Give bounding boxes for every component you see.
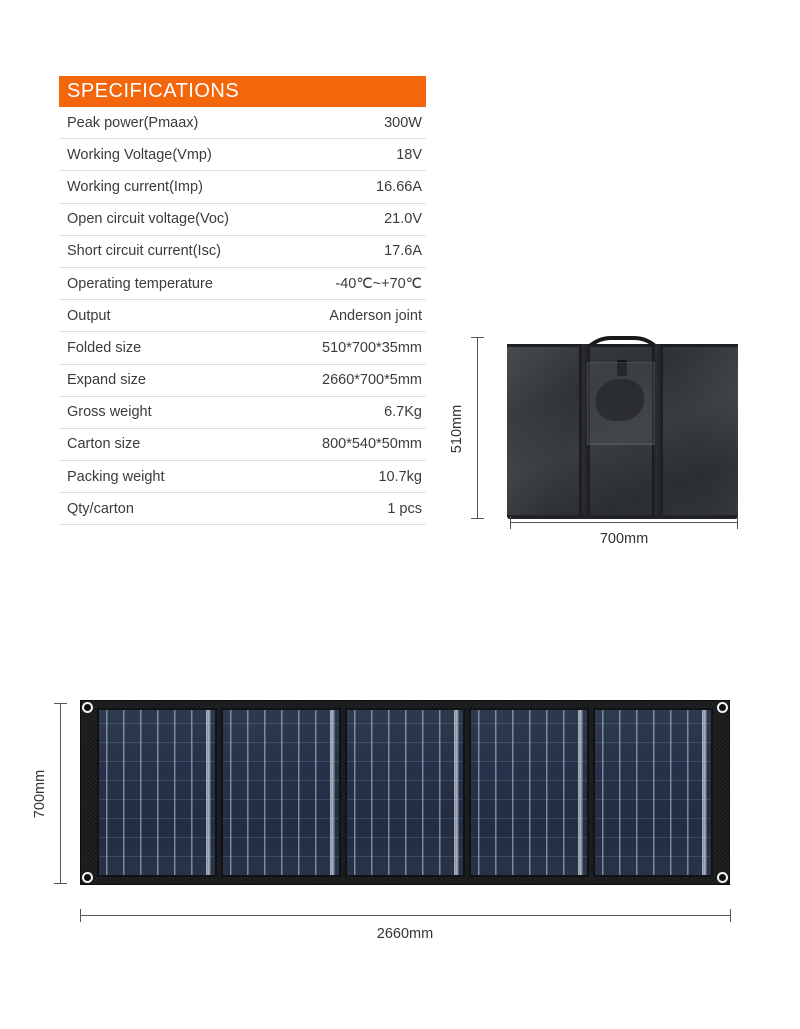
spec-value: -40℃~+70℃ [335,275,422,292]
bag-width-dimension-line [510,522,737,523]
spec-value: 2660*700*5mm [322,372,422,389]
table-row [59,268,426,300]
bag-pocket-seam [587,444,655,445]
dim-cap [471,518,484,519]
table-row [59,204,426,236]
table-row [59,429,426,461]
dim-cap [730,909,731,922]
spec-value: 17.6A [384,243,422,260]
spec-value: 6.7Kg [384,404,422,421]
grommet-icon [717,702,728,713]
spec-value: 21.0V [384,211,422,228]
spec-label: Qty/carton [67,500,134,517]
table-row [59,171,426,203]
dim-cap [510,516,511,529]
spec-label: Folded size [67,339,142,356]
bag-width-label: 700mm [599,531,649,547]
table-row [59,461,426,493]
table-row [59,397,426,429]
spec-value: 510*700*35mm [322,339,422,356]
expanded-panel-image [80,700,730,885]
spec-label: Operating temperature [67,275,213,292]
table-row [59,493,426,525]
panel-height-label: 700mm [32,769,48,819]
dim-cap [737,516,738,529]
spec-label: Carton size [67,436,141,453]
spec-value: 16.66A [376,178,422,195]
panel-section [345,708,465,877]
panel-section [469,708,589,877]
spec-value: 18V [396,146,422,163]
spec-value: 800*540*50mm [322,436,422,453]
bag-height-dimension-line [477,337,478,519]
folded-bag-image [507,336,738,519]
dim-cap [54,883,67,884]
bag-height-label: 510mm [449,404,465,454]
spec-label: Expand size [67,372,146,389]
spec-value: 300W [384,114,422,131]
table-row [59,300,426,332]
spec-value: 1 pcs [387,500,422,517]
grommet-icon [717,872,728,883]
spec-label: Gross weight [67,404,152,421]
dim-cap [471,337,484,338]
spec-label: Short circuit current(Isc) [67,243,221,260]
bag-front-pocket [587,362,655,444]
specifications-title: SPECIFICATIONS [59,76,426,107]
panel-frame [80,700,730,885]
table-row [59,236,426,268]
panel-section [221,708,341,877]
panel-width-dimension-line [80,915,730,916]
table-row [59,365,426,397]
spec-label: Output [67,307,111,324]
spec-value: Anderson joint [329,307,422,324]
table-row [59,107,426,139]
panel-section [593,708,713,877]
spec-label: Working current(Imp) [67,178,203,195]
dim-cap [80,909,81,922]
bag-bottom-edge [507,515,738,519]
panel-width-label: 2660mm [376,926,434,942]
table-row [59,332,426,364]
panel-height-dimension-line [60,703,61,883]
spec-value: 10.7kg [378,468,422,485]
bag-top-edge [507,344,738,347]
table-row [59,139,426,171]
grommet-icon [82,872,93,883]
spec-label: Open circuit voltage(Voc) [67,211,229,228]
panel-section [97,708,217,877]
spec-label: Packing weight [67,468,165,485]
dim-cap [54,703,67,704]
specifications-table [59,76,426,525]
spec-label: Working Voltage(Vmp) [67,146,212,163]
spec-label: Peak power(Pmaax) [67,114,199,131]
grommet-icon [82,702,93,713]
